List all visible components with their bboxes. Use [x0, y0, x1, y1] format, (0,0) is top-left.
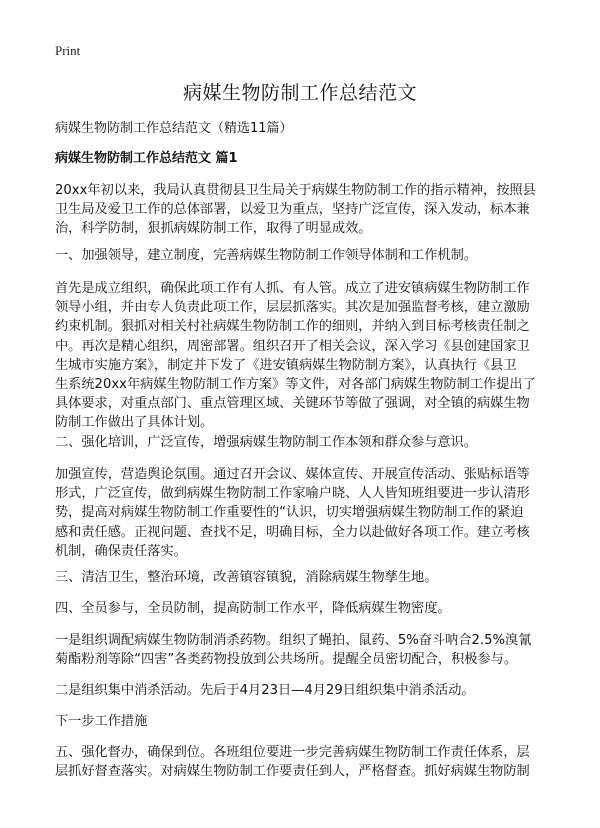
paragraph-point-2-body	[55, 465, 547, 561]
text-line: 下一步工作措施	[55, 714, 148, 729]
text-line: 感和责任感。正视问题、查找不足，明确目标，全力以赴做好各项工作。建立考核	[55, 524, 530, 540]
paragraph-point-1-heading	[55, 246, 547, 265]
text-line: 领导小组，并由专人负责此项工作，层层抓落实。其次是加强监督考核，建立激励	[55, 300, 530, 316]
text-line: 生系统20xx年病媒生物防制工作方案》等文件，对各部门病媒生物防制工作提出了	[55, 376, 536, 392]
paragraph-point-5	[55, 743, 547, 781]
text-line: 形式，广泛宣传，做到病媒生物防制工作家喻户晓、人人皆知班组要进一步认清形	[55, 486, 530, 502]
text-line: 治，科学防制，狠抓病媒防制工作，取得了明显成效。	[55, 221, 372, 237]
paragraph-point-2-heading	[55, 433, 547, 452]
text-line: 20xx年初以来，我局认真贯彻县卫生局关于病媒生物防制工作的指示精神，按照县	[55, 183, 536, 198]
text-line: 生城市实施方案》，制定并下发了《进安镇病媒生物防制方案》，认真执行《县卫	[55, 357, 517, 373]
text-line: 中。再次是精心组织，周密部署。组织召开了相关会议，深入学习《县创建国家卫	[55, 338, 530, 354]
document-title: 病媒生物防制工作总结范文	[182, 82, 417, 104]
text-line: 一是组织调配病媒生物防制消杀药物。组织了蝇拍、鼠药、5%奋斗呐合2.5%溴氰	[55, 633, 532, 648]
text-line: 加强宣传，营造舆论氛围。通过召开会议、媒体宣传、开展宣传活动、张贴标语等	[55, 467, 530, 482]
text-line: 卫生局及爱卫工作的总体部署，以爱卫为重点，坚持广泛宣传，深入发动，标本兼	[55, 202, 530, 218]
text-line: 四、全员参与，全员防制，提高防制工作水平，降低病媒生物密度。	[55, 601, 451, 616]
text-line: 机制，确保责任落实。	[55, 543, 187, 559]
text-line: 二是组织集中消杀活动。先后于4月23日—4月29日组织集中消杀活动。	[55, 683, 475, 698]
text-line: 首先是成立组织，确保此项工作有人抓、有人管。成立了进安镇病媒生物防制工作	[55, 281, 530, 296]
paragraph-point-3-heading	[55, 568, 547, 587]
paragraph-next-steps-heading	[55, 712, 547, 731]
paragraph-point-4-heading	[55, 599, 547, 618]
paragraph-point-1-body	[55, 279, 547, 433]
text-line: 层抓好督查落实。对病媒生物防制工作要责任到人，严格督查。抓好病媒生物防制	[55, 764, 530, 780]
text-line: 势，提高对病媒生物防制工作重要性的“认识，切实增强病媒生物防制工作的紧迫	[55, 505, 524, 521]
text-line: 一、加强领导，建立制度，完善病媒生物防制工作领导体制和工作机制。	[55, 248, 477, 263]
document-subtitle: 病媒生物防制工作总结范文（精选11篇）	[55, 121, 293, 136]
text-line: 约束机制。狠抓对相关村社病媒生物防制工作的细则，并纳入到目标考核责任制之	[55, 319, 530, 335]
section-heading: 病媒生物防制工作总结范文 篇1	[55, 151, 238, 166]
text-line: 二、强化培训，广泛宣传，增强病媒生物防制工作本领和群众参与意识。	[55, 435, 477, 450]
paragraph-point-4-item-1	[55, 631, 547, 669]
paragraph-point-4-item-2	[55, 681, 547, 700]
print-link[interactable]: Print	[55, 43, 81, 58]
text-line: 菊酯粉剂等除“四害”各类药物投放到公共场所。提醒全员密切配合，积极参与。	[55, 652, 518, 668]
text-line: 三、清洁卫生，整治环境，改善镇容镇貌，消除病媒生物孳生地。	[55, 570, 438, 585]
text-line: 五、强化督办，确保到位。各班组位要进一步完善病媒生物防制工作责任体系，层	[55, 745, 530, 760]
text-line: 具体要求，对重点部门、重点管理区域、关键环节等做了强调，对全镇的病媒生物	[55, 396, 530, 412]
text-line: 防制工作做出了具体计划。	[55, 415, 214, 431]
paragraph-intro	[55, 181, 547, 239]
